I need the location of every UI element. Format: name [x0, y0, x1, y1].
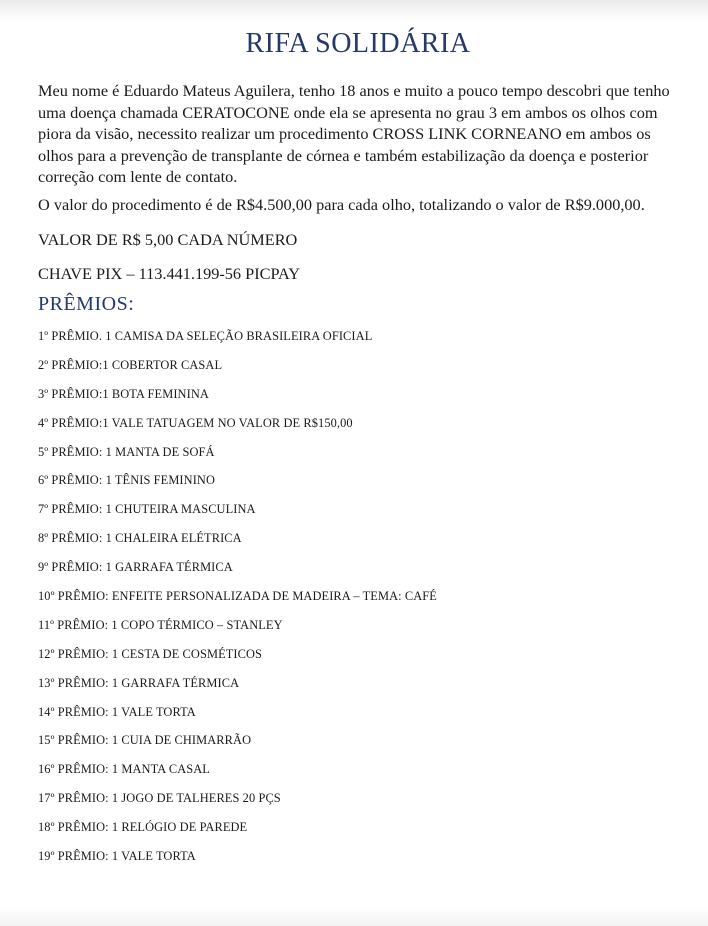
prize-item-7: 7º PRÊMIO: 1 CHUTEIRA MASCULINA: [38, 502, 256, 517]
prize-item-2: 2º PRÊMIO:1 COBERTOR CASAL: [38, 357, 223, 372]
document-content: [38, 28, 678, 877]
prize-item-1: 1º PRÊMIO. 1 CAMISA DA SELEÇÃO BRASILEIRA OFICIAL: [38, 329, 373, 343]
prizes-heading: PRÊMIOS:: [38, 293, 135, 315]
bottom-edge-fade: [0, 908, 708, 926]
document-title: RIFA SOLIDÁRIA: [245, 28, 471, 59]
pix-key: CHAVE PIX – 113.441.199-56 PICPAY: [38, 264, 301, 283]
prize-item-8: 8º PRÊMIO: 1 CHALEIRA ELÉTRICA: [38, 531, 242, 546]
prize-item-19: 19º PRÊMIO: 1 VALE TORTA: [38, 849, 196, 864]
prize-item-16: 16º PRÊMIO: 1 MANTA CASAL: [38, 762, 210, 777]
prize-item-3: 3º PRÊMIO:1 BOTA FEMININA: [38, 386, 209, 401]
intro-paragraph: Meu nome é Eduardo Mateus Aguilera, tenho 18 anos e muito a pouco tempo descobri que tenho uma doença chamada CERATOCONE onde ela se apresenta no grau 3 em ambos os olhos com piora da visão, necessito realizar um procedimento CROSS LINK CORNEANO em ambos os olhos para a prevenção de transplante de córnea e também estabilização da doença e posterior correção com lente de contato.: [38, 81, 670, 186]
prize-item-18: 18º PRÊMIO: 1 RELÓGIO DE PAREDE: [38, 820, 248, 835]
prize-item-14: 14º PRÊMIO: 1 VALE TORTA: [38, 704, 196, 719]
prize-item-15: 15º PRÊMIO: 1 CUIA DE CHIMARRÃO: [38, 733, 252, 748]
prize-item-17: 17º PRÊMIO: 1 JOGO DE TALHERES 20 PÇS: [38, 791, 281, 806]
cost-paragraph: O valor do procedimento é de R$4.500,00 para cada olho, totalizando o valor de R$9.000,00.: [38, 194, 645, 214]
top-shadow-band: [0, 0, 708, 22]
prize-item-11: 11º PRÊMIO: 1 COPO TÉRMICO – STANLEY: [38, 617, 283, 632]
prize-item-12: 12º PRÊMIO: 1 CESTA DE COSMÉTICOS: [38, 646, 263, 661]
prize-item-4: 4º PRÊMIO:1 VALE TATUAGEM NO VALOR DE R$150,00: [38, 415, 353, 430]
prize-item-5: 5º PRÊMIO: 1 MANTA DE SOFÁ: [38, 444, 215, 459]
prize-item-9: 9º PRÊMIO: 1 GARRAFA TÉRMICA: [38, 560, 233, 575]
prize-item-10: 10º PRÊMIO: ENFEITE PERSONALIZADA DE MADEIRA – TEMA: CAFÉ: [38, 589, 437, 604]
prize-item-13: 13º PRÊMIO: 1 GARRAFA TÉRMICA: [38, 675, 240, 690]
prize-list: [38, 328, 678, 877]
prize-item-6: 6º PRÊMIO: 1 TÊNIS FEMININO: [38, 473, 216, 488]
price-per-number: VALOR DE R$ 5,00 CADA NÚMERO: [38, 230, 298, 249]
